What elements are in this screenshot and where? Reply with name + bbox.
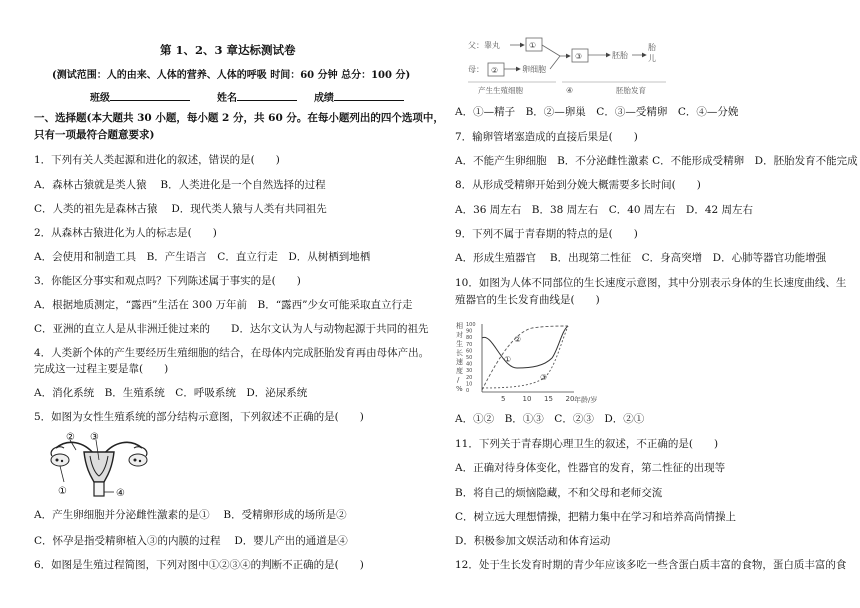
exam-title: 第 1、2、3 章达标测试卷 [160, 43, 296, 57]
egg-cell-label: 卵细胞 [522, 65, 546, 74]
question-3: 3．你能区分事实和观点吗？下列陈述属于事实的是( ) [34, 275, 301, 287]
question-8: 8．从形成受精卵开始到分娩大概需要多长时间( ) [455, 179, 701, 191]
question-1-options-ab: A．森林古猿就是类人猿 B．人类进化是一个自然选择的过程 [34, 179, 326, 191]
chart-xticks [501, 395, 574, 403]
question-4-line1: 4．人类新个体的产生要经历生殖细胞的结合，在母体内完成胚胎发育再由母体产出。 [34, 347, 430, 359]
baby-label-2: 儿 [648, 54, 656, 63]
node-4: ④ [566, 86, 574, 95]
y-tick-label: 100 [466, 322, 476, 328]
female-reproductive-diagram [44, 430, 154, 500]
question-10-line2: 殖器官的生长发育曲线是( ) [455, 294, 600, 306]
name-blank[interactable] [237, 90, 297, 101]
section-heading-line2: 只有一项最符合题意要求) [34, 129, 155, 141]
question-4-line2: 完成这一过程主要是靠( ) [34, 363, 169, 375]
question-5-options-ab: A．产生卵细胞并分泌雌性激素的是① B．受精卵形成的场所是② [34, 509, 347, 521]
y-tick-label: 40 [466, 361, 473, 368]
question-6-options: A．①—精子 B．②—卵巢 C．③—受精卵 C．④—分娩 [455, 106, 739, 118]
node-3: ③ [575, 52, 583, 61]
curve-1 [482, 326, 568, 368]
score-blank[interactable] [334, 90, 404, 101]
caption-produce-germ-cells: 产生生殖细胞 [478, 86, 523, 95]
class-blank[interactable] [110, 90, 190, 101]
question-11-option-c: C．树立远大理想情操，把精力集中在学习和培养高尚情操上 [455, 511, 737, 523]
y-tick-label: 30 [466, 368, 473, 375]
question-9: 9．下列不属于青春期的特点的是( ) [455, 228, 638, 240]
question-5-options-cd: C．怀孕是指受精卵植入③的内膜的过程 D．婴儿产出的通道是④ [34, 535, 348, 547]
question-2-options: A．会使用和制造工具 B．产生语言 C．直立行走 D．从树栖到地栖 [34, 251, 371, 263]
question-11-option-d: D．积极参加文娱活动和体育运动 [455, 535, 611, 547]
x-tick-label: 15 [544, 395, 553, 403]
y-tick-label: 10 [466, 381, 473, 388]
question-7: 7．输卵管堵塞造成的直接后果是( ) [455, 131, 638, 143]
question-8-options: A．36 周左右 B．38 周左右 C．40 周左右 D．42 周左右 [455, 204, 754, 216]
question-1-options-cd: C．人类的祖先是森林古猿 D．现代类人猿与人类有共同祖先 [34, 203, 327, 215]
curve-label-1: ① [504, 355, 512, 364]
question-7-options: A．不能产生卵细胞 B．不分泌雌性激素 C．不能形成受精卵 D．胚胎发育不能完成 [455, 155, 858, 167]
question-11: 11．下列关于青春期心理卫生的叙述，不正确的是( ) [455, 438, 719, 450]
question-11-option-b: B．将自己的烦恼隐藏，不和父母和老师交流 [455, 487, 663, 499]
exam-scope: (测试范围：人的由来、人体的营养、人体的呼吸 时间：60 分钟 总分：100 分) [52, 70, 411, 81]
curve-label-2: ② [514, 335, 522, 344]
question-1: 1．下列有关人类起源和进化的叙述，错误的是( ) [34, 154, 280, 166]
x-axis-label: 年龄/岁 [574, 396, 598, 404]
node-1: ① [529, 41, 537, 50]
y-tick-label: 80 [466, 335, 473, 342]
question-2: 2．从森林古猿进化为人的标志是( ) [34, 227, 217, 239]
ylabel-char: / [457, 376, 460, 384]
node-2: ② [491, 66, 499, 75]
ylabel-char: 长 [456, 349, 463, 357]
chart-ylabel [456, 321, 463, 393]
caption-embryo-development: 胚胎发育 [616, 86, 646, 95]
ylabel-char: % [456, 385, 463, 393]
x-tick-label: 10 [522, 395, 532, 403]
ylabel-char: 度 [456, 367, 463, 375]
name-label: 姓名 [216, 93, 237, 104]
diagram-label-4: ④ [116, 488, 125, 499]
x-tick-label: 5 [501, 395, 506, 403]
question-3-options-cd: C．亚洲的直立人是从非洲迁徙过来的 D．达尔文认为人与动物起源于共同的祖先 [34, 323, 429, 335]
curve-label-3: ③ [540, 373, 548, 382]
class-label: 班级 [90, 93, 110, 104]
question-12: 12．处于生长发育时期的青少年应该多吃一些含蛋白质丰富的食物，蛋白质丰富的食 [455, 559, 847, 571]
x-tick-label: 20 [565, 395, 575, 403]
diagram-label-2: ② [66, 432, 75, 443]
question-3-options-ab: A．根据地质测定，“露西”生活在 300 万年前 B．“露西”少女可能采取直立行走 [34, 299, 413, 311]
embryo-label: 胚胎 [612, 51, 628, 60]
score-label: 成绩 [313, 93, 334, 104]
y-tick-label: 60 [466, 348, 473, 355]
ylabel-char: 生 [456, 340, 463, 348]
growth-rate-chart [452, 318, 612, 404]
y-tick-label: 90 [466, 328, 473, 335]
reproduction-process-diagram [466, 36, 696, 98]
question-10-line1: 10．如图为人体不同部位的生长速度示意图，其中分别表示身体的生长速度曲线、生 [455, 277, 847, 289]
diagram-label-1: ① [58, 486, 67, 497]
father-testis-label: 父：睾丸 [468, 41, 500, 50]
y-tick-label: 0 [466, 388, 470, 394]
question-11-option-a: A．正确对待身体变化，性器官的发育，第二性征的出现等 [455, 462, 726, 474]
ylabel-char: 相 [456, 322, 463, 330]
ylabel-char: 速 [456, 358, 463, 366]
question-4-options: A．消化系统 B．生殖系统 C．呼吸系统 D．泌尿系统 [34, 387, 308, 399]
question-9-options: A．形成生殖器官 B．出现第二性征 C．身高突增 D．心肺等器官功能增强 [455, 252, 827, 264]
chart-yticks [466, 322, 476, 394]
ylabel-char: 对 [456, 331, 463, 339]
curve-3 [482, 326, 568, 388]
y-tick-label: 20 [466, 374, 473, 381]
mother-label: 母： [468, 65, 484, 74]
section-heading-line1: 一、选择题(本大题共 30 小题，每小题 2 分，共 60 分。在每小题列出的四个选项中， [34, 112, 444, 124]
curve-2 [482, 326, 568, 390]
question-6: 6．如图是生殖过程简图，下列对图中①②③④的判断不正确的是( ) [34, 559, 364, 571]
y-tick-label: 50 [466, 355, 473, 361]
diagram-label-3: ③ [90, 432, 99, 443]
student-info-fields [90, 89, 404, 104]
question-5: 5．如图为女性生殖系统的部分结构示意图，下列叙述不正确的是( ) [34, 411, 364, 423]
question-10-options: A．①② B．①③ C．②③ D．②① [455, 413, 645, 425]
y-tick-label: 70 [466, 341, 473, 348]
baby-label-1: 胎 [648, 43, 656, 52]
